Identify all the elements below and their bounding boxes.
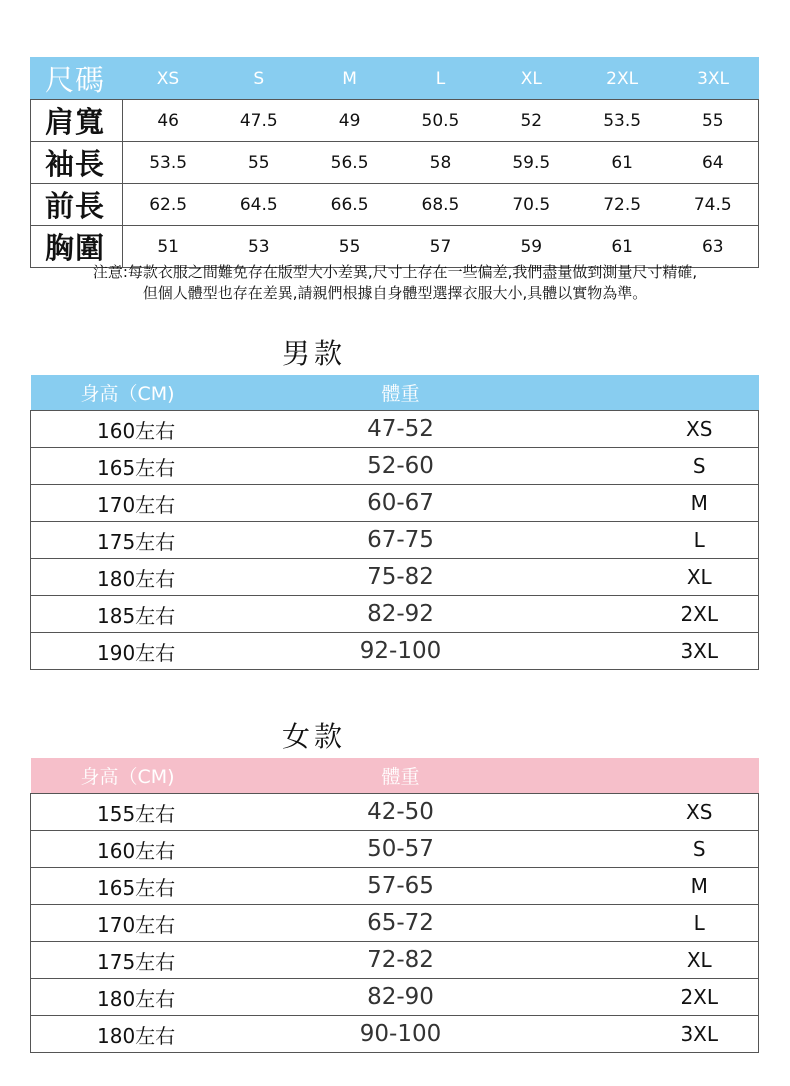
row-label: 肩寬 [31, 100, 123, 142]
cell-value: 52 [486, 100, 577, 142]
men-size-table [30, 375, 759, 670]
table-row [31, 485, 759, 522]
weight-cell: 42-50 [271, 794, 531, 831]
table-row [31, 559, 759, 596]
size-cell: M [531, 485, 759, 522]
size-header-m: M [304, 58, 395, 100]
women-header-height: 身高（CM) [31, 758, 271, 794]
height-cell: 170左右 [31, 485, 271, 522]
size-cell: 3XL [531, 1016, 759, 1053]
height-cell: 155左右 [31, 794, 271, 831]
row-label: 胸圍 [31, 226, 123, 268]
size-cell: 3XL [531, 633, 759, 670]
size-cell: 2XL [531, 596, 759, 633]
weight-cell: 82-90 [271, 979, 531, 1016]
size-header-l: L [395, 58, 486, 100]
cell-value: 46 [123, 100, 214, 142]
height-cell: 190左右 [31, 633, 271, 670]
table-row [31, 411, 759, 448]
weight-cell: 75-82 [271, 559, 531, 596]
size-header-3xl: 3XL [668, 58, 759, 100]
weight-cell: 72-82 [271, 942, 531, 979]
table-row [31, 448, 759, 485]
size-header-2xl: 2XL [577, 58, 668, 100]
cell-value: 51 [123, 226, 214, 268]
weight-cell: 57-65 [271, 868, 531, 905]
cell-value: 68.5 [395, 184, 486, 226]
size-cell: XL [531, 559, 759, 596]
cell-value: 53.5 [577, 100, 668, 142]
women-size-table [30, 758, 759, 1053]
notice-text [20, 262, 770, 304]
size-cell: S [531, 831, 759, 868]
height-cell: 160左右 [31, 411, 271, 448]
cell-value: 59 [486, 226, 577, 268]
cell-value: 55 [304, 226, 395, 268]
row-label: 袖長 [31, 142, 123, 184]
cell-value: 50.5 [395, 100, 486, 142]
cell-value: 58 [395, 142, 486, 184]
weight-cell: 50-57 [271, 831, 531, 868]
height-cell: 170左右 [31, 905, 271, 942]
size-chart-row-shoulder [31, 100, 759, 142]
height-cell: 175左右 [31, 522, 271, 559]
cell-value: 64 [668, 142, 759, 184]
table-row [31, 522, 759, 559]
size-cell: XS [531, 411, 759, 448]
weight-cell: 60-67 [271, 485, 531, 522]
women-header-size [531, 758, 759, 794]
cell-value: 62.5 [123, 184, 214, 226]
cell-value: 59.5 [486, 142, 577, 184]
cell-value: 61 [577, 142, 668, 184]
height-cell: 165左右 [31, 868, 271, 905]
cell-value: 53.5 [123, 142, 214, 184]
men-header-row [31, 375, 759, 411]
size-chart-header-row [31, 58, 759, 100]
table-row [31, 979, 759, 1016]
table-row [31, 905, 759, 942]
size-chart-row-sleeve [31, 142, 759, 184]
cell-value: 72.5 [577, 184, 668, 226]
weight-cell: 52-60 [271, 448, 531, 485]
size-cell: XL [531, 942, 759, 979]
height-cell: 165左右 [31, 448, 271, 485]
size-chart-table [30, 57, 759, 268]
men-header-size [531, 375, 759, 411]
size-chart-row-length [31, 184, 759, 226]
size-cell: L [531, 522, 759, 559]
size-cell: M [531, 868, 759, 905]
women-header-row [31, 758, 759, 794]
weight-cell: 82-92 [271, 596, 531, 633]
weight-cell: 90-100 [271, 1016, 531, 1053]
height-cell: 180左右 [31, 979, 271, 1016]
table-row [31, 831, 759, 868]
height-cell: 180左右 [31, 559, 271, 596]
cell-value: 74.5 [668, 184, 759, 226]
table-row [31, 942, 759, 979]
table-row [31, 596, 759, 633]
size-cell: S [531, 448, 759, 485]
cell-value: 55 [213, 142, 304, 184]
table-row [31, 868, 759, 905]
size-chart-header-label: 尺碼 [31, 58, 123, 100]
size-header-s: S [213, 58, 304, 100]
cell-value: 70.5 [486, 184, 577, 226]
men-header-weight: 體重 [271, 375, 531, 411]
table-row [31, 794, 759, 831]
weight-cell: 67-75 [271, 522, 531, 559]
men-header-height: 身高（CM) [31, 375, 271, 411]
cell-value: 63 [668, 226, 759, 268]
cell-value: 47.5 [213, 100, 304, 142]
cell-value: 66.5 [304, 184, 395, 226]
size-cell: XS [531, 794, 759, 831]
weight-cell: 47-52 [271, 411, 531, 448]
size-header-xl: XL [486, 58, 577, 100]
height-cell: 180左右 [31, 1016, 271, 1053]
height-cell: 160左右 [31, 831, 271, 868]
cell-value: 64.5 [213, 184, 304, 226]
cell-value: 57 [395, 226, 486, 268]
table-row [31, 1016, 759, 1053]
cell-value: 56.5 [304, 142, 395, 184]
notice-line-2: 但個人體型也存在差異,請親們根據自身體型選擇衣服大小,具體以實物為準。 [142, 284, 648, 302]
men-section-title: 男款 [282, 337, 347, 370]
size-cell: 2XL [531, 979, 759, 1016]
height-cell: 185左右 [31, 596, 271, 633]
cell-value: 55 [668, 100, 759, 142]
weight-cell: 65-72 [271, 905, 531, 942]
notice-line-1: 注意:每款衣服之間難免存在版型大小差異,尺寸上存在一些偏差,我們盡量做到測量尺寸精確, [92, 263, 698, 281]
table-row [31, 633, 759, 670]
size-header-xs: XS [123, 58, 214, 100]
cell-value: 61 [577, 226, 668, 268]
row-label: 前長 [31, 184, 123, 226]
cell-value: 53 [213, 226, 304, 268]
women-header-weight: 體重 [271, 758, 531, 794]
weight-cell: 92-100 [271, 633, 531, 670]
size-cell: L [531, 905, 759, 942]
height-cell: 175左右 [31, 942, 271, 979]
women-section-title: 女款 [282, 720, 347, 753]
cell-value: 49 [304, 100, 395, 142]
